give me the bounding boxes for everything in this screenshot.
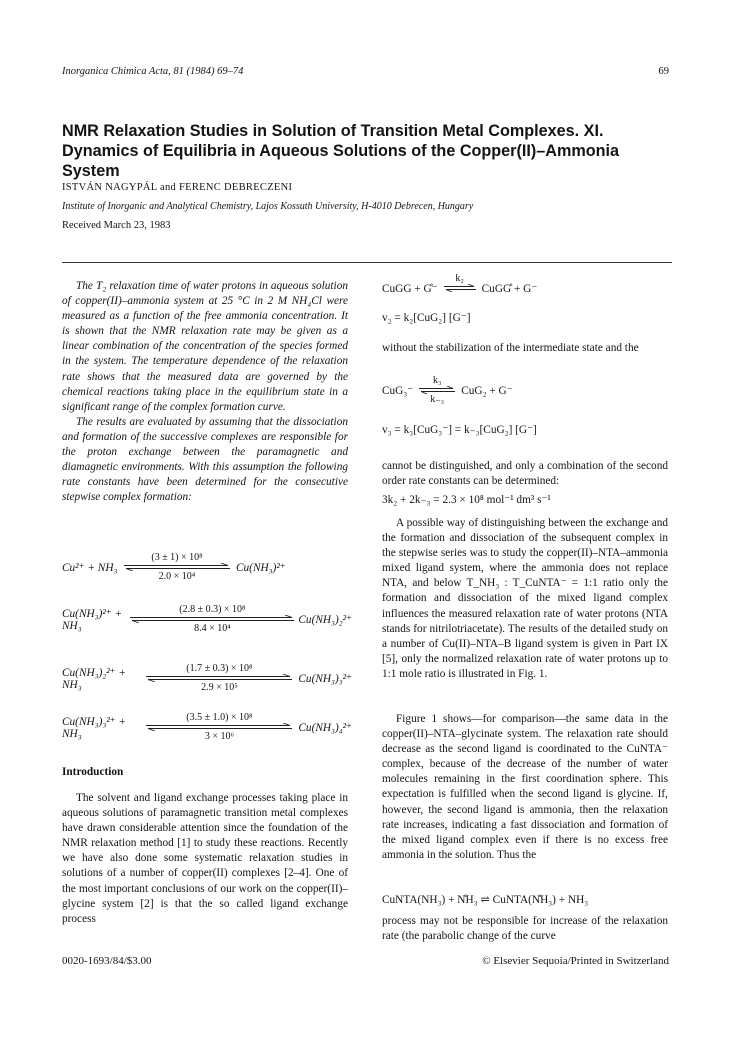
right-equation-1-lhs: CuGG + G̊⁻ (382, 282, 438, 295)
equation-3-forward-rate: (1.7 ± 0.3) × 10⁸ (186, 663, 253, 674)
abstract-paragraph-1: The T₂ relaxation time of water protons in aqueous solution of copper(II)–ammonia system at 25 °C in 2 M NH₄Cl were measured as a function of the free ammonia concentration. It is shown that the NMR relaxation rate may be given as a linear combination of the concentration of the species formed in the system. The temperature dependence of the relaxation rate shows that the measured data are governed by the chemical reactions taking place in the equilibrium state in a significant range of the complex formation curve. (62, 280, 348, 413)
equation-1-rhs: Cu(NH₃)²⁺ (236, 561, 286, 574)
section-divider (62, 262, 672, 263)
rate-equation-v2: v₂ = k₂[CuG₂] [G⁻] (382, 312, 471, 324)
copyright: © Elsevier Sequoia/Printed in Switzerland (482, 955, 669, 967)
affiliation: Institute of Inorganic and Analytical Chemistry, Lajos Kossuth University, H-4010 Debrecen, Hungary (62, 201, 474, 212)
equation-3-reverse-rate: 2.9 × 10⁵ (201, 682, 238, 693)
rate-equation-v3: v₃ = k₃[CuG₃⁻] = k₋₃[CuG₂] [G⁻] (382, 424, 537, 436)
equation-4-arrow (144, 712, 294, 742)
equation-3-rhs: Cu(NH₃)₃²⁺ (298, 672, 352, 685)
equilibrium-arrow-icon (128, 615, 296, 623)
paragraph-process: process may not be responsible for increase of the relaxation rate (the parabolic change of the curve (382, 915, 668, 943)
equation-2-lhs: Cu(NH₃)²⁺ + NH₃ (62, 607, 123, 632)
issn-code: 0020-1693/84/$3.00 (62, 955, 152, 967)
equation-4-reverse-rate: 3 × 10⁶ (204, 731, 234, 742)
right-equation-2 (382, 375, 513, 405)
equation-3-arrow (144, 663, 294, 693)
equilibrium-arrow-icon (144, 674, 294, 682)
introduction-text: The solvent and ligand exchange processes taking place in aqueous solutions of paramagnetic transition metal complexes have drawn considerable attention since the foundation of the NMR relaxation method [1] to study these reactions. Recently we have also done some systematic relaxation studies in solutions of a number of copper(II) complexes [2–4]. One of the most important conclusions of our work on the copper(II)–glycine system [2] is that the so called ligand exchange process (62, 792, 348, 925)
equation-4 (62, 712, 352, 742)
right-equation-1-rate-constant: k₂ (455, 273, 464, 284)
equation-1-lhs: Cu²⁺ + NH₃ (62, 561, 118, 574)
article-title: NMR Relaxation Studies in Solution of Transition Metal Complexes. XI. Dynamics of Equilibria in Aqueous Solutions of the Copper(II)–Ammonia System (62, 122, 620, 180)
equation-1-forward-rate: (3 ± 1) × 10⁸ (151, 552, 203, 563)
exchange-equation: CuNTA(NH₃) + N̊H₃ ⇌ CuNTA(N̊H₃) + NH₃ (382, 894, 589, 906)
right-equation-2-forward-rate: k₃ (433, 375, 442, 386)
received-date: Received March 23, 1983 (62, 220, 171, 231)
authors: ISTVÁN NAGYPÁL and FERENC DEBRECZENI (62, 182, 293, 193)
equation-2 (62, 604, 352, 634)
journal-header: Inorganica Chimica Acta, 81 (1984) 69–74 (62, 66, 244, 77)
equation-4-lhs: Cu(NH₃)₃²⁺ + NH₃ (62, 715, 127, 740)
equilibrium-arrow-icon (144, 723, 294, 731)
page-number: 69 (658, 66, 669, 77)
equation-4-rhs: Cu(NH₃)₄²⁺ (298, 721, 352, 734)
paragraph-intermediate-state: without the stabilization of the intermediate state and the (382, 342, 639, 354)
equation-1-reverse-rate: 2.0 × 10⁴ (158, 571, 196, 582)
equation-3-lhs: Cu(NH₃)₂²⁺ + NH₃ (62, 666, 127, 691)
equation-4-forward-rate: (3.5 ± 1.0) × 10⁸ (186, 712, 253, 723)
right-equation-2-lhs: CuG₃⁻ (382, 384, 414, 397)
right-equation-2-rhs: CuG₂ + G⁻ (461, 384, 513, 397)
paragraph-mixed-ligand: A possible way of distinguishing between the exchange and the formation and dissociation of the subsequent complex in the stepwise series was to study the copper(II)–NTA–ammonia mixed ligand system, where the ammonia does not replace NTA, and below T_NH₃ : T_CuNTA⁻ = 1:1 ratio only the formation and dissociation of the mixed ligand complex influences the measured relaxation rate of water protons (NTA stands for nitrilotriacetate). The results of the detailed study on a number of Cu(II)–NTA–B ligand system is given in Part IX [5], only the normalized relaxation rate of water protons up to 1:1 mole ratio is illustrated in Fig. 1. (382, 517, 668, 680)
equation-2-arrow (128, 604, 296, 634)
equation-2-forward-rate: (2.8 ± 0.3) × 10⁸ (179, 604, 246, 615)
rate-constant-combination: 3k₂ + 2k₋₃ = 2.3 × 10⁸ mol⁻¹ dm³ s⁻¹ (382, 494, 551, 506)
introduction-heading: Introduction (62, 766, 124, 778)
abstract-paragraph-2: The results are evaluated by assuming that the dissociation and formation of the successive complexes are responsible for the proton exchange between the paramagnetic and diamagnetic environments. With this assumption the following rate constants have been determined for the consecutive stepwise complex formation: (62, 415, 348, 504)
equation-1-arrow (122, 552, 232, 582)
right-equation-2-reverse-rate: k₋₃ (430, 394, 445, 405)
right-equation-1 (382, 273, 537, 303)
paragraph-rate-constants: cannot be distinguished, and only a combination of the second order rate constants can be determined: (382, 460, 668, 488)
equation-2-reverse-rate: 8.4 × 10⁴ (194, 623, 231, 634)
right-equation-1-arrow (442, 273, 478, 303)
equation-1 (62, 552, 352, 582)
equation-3 (62, 663, 352, 693)
equation-2-rhs: Cu(NH₃)₂²⁺ (298, 613, 352, 626)
abstract (62, 279, 348, 505)
equilibrium-arrow-icon (442, 284, 478, 292)
right-equation-2-arrow (417, 375, 457, 405)
paragraph-figure-1: Figure 1 shows—for comparison—the same data in the copper(II)–NTA–glycinate system. The relaxation rate should decrease as the second ligand is coordinated to the CuNTA⁻ complex, because of the decrease of the number of water molecules remaining in the first coordination sphere. This expectation is fulfilled when the second ligand is glycine. If, however, the second ligand is ammonia, then the relaxation rate increases, indicating a fast dissociation and formation of the mixed ligand complex even if there is no excess free ammonia in the solution. Thus the (382, 713, 668, 861)
equilibrium-arrow-icon (417, 386, 457, 394)
right-equation-1-rhs: CuGG̊ + G⁻ (481, 282, 538, 295)
equilibrium-arrow-icon (122, 563, 232, 571)
